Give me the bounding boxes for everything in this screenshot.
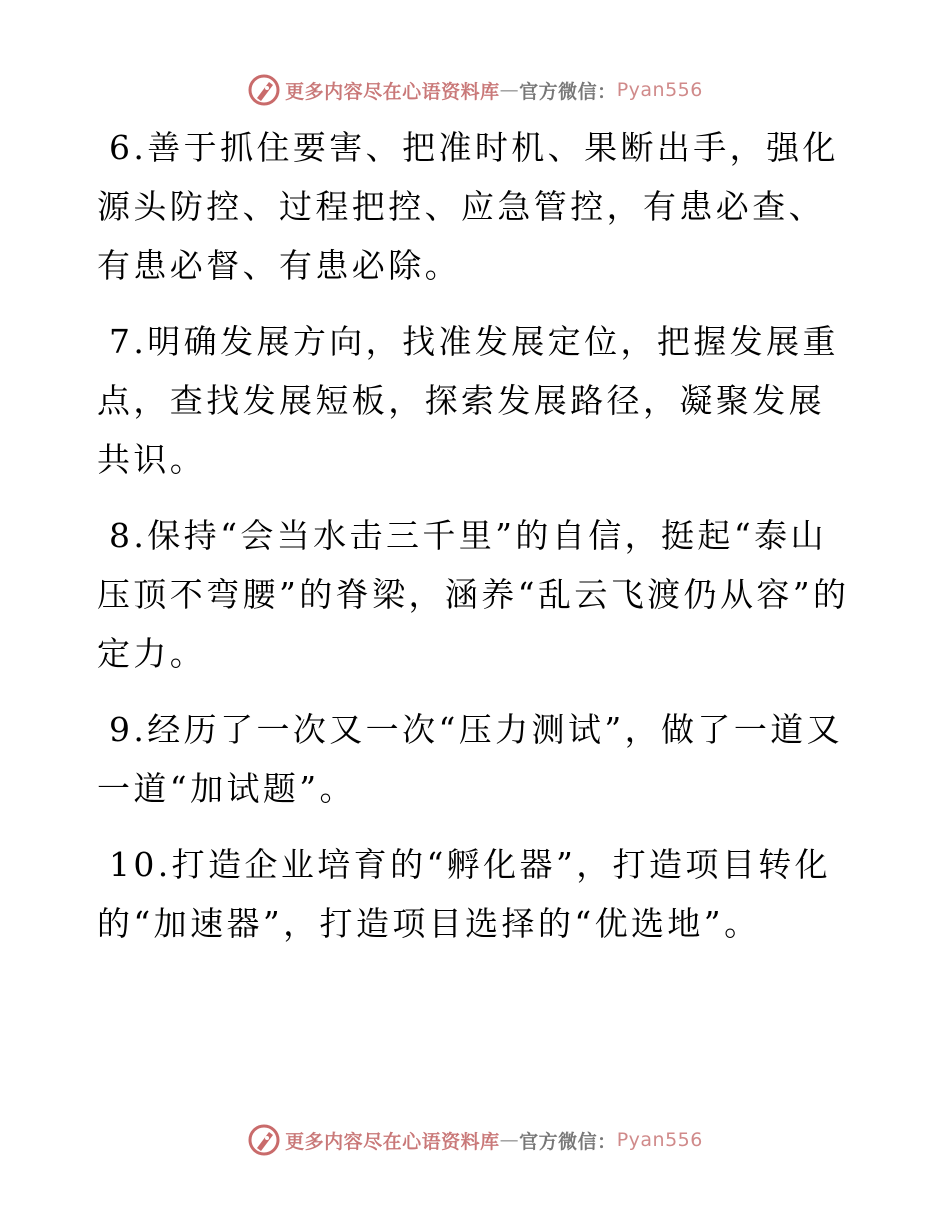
watermark-weixin-id: Pyan556 (616, 79, 703, 101)
watermark-main-text: 更多内容尽在心语资料库 (285, 1130, 500, 1153)
list-item-7: 7.明确发展方向，找准发展定位，把握发展重点，查找发展短板，探索发展路径，凝聚发展共识。 (97, 322, 839, 479)
watermark-weixin-label: 官方微信： (519, 80, 617, 103)
footer-watermark (0, 1120, 950, 1160)
document-body (97, 118, 857, 970)
pen-nib-circle-icon (247, 73, 281, 107)
list-item-9: 9.经历了一次又一次“压力测试”，做了一道又一道“加试题”。 (97, 710, 844, 808)
watermark-weixin-id: Pyan556 (616, 1129, 703, 1151)
watermark-main-text: 更多内容尽在心语资料库 (285, 80, 500, 103)
watermark-weixin-label: 官方微信： (519, 1130, 617, 1153)
pen-nib-circle-icon (247, 1123, 281, 1157)
watermark-separator: — (499, 1129, 520, 1151)
list-item-6: 6.善于抓住要害、把准时机、果断出手，强化源头防控、过程把控、应急管控，有患必查、有患必督、有患必除。 (97, 128, 839, 285)
list-item-8: 8.保持“会当水击三千里”的自信，挺起“泰山压顶不弯腰”的脊梁，涵养“乱云飞渡仍从容”的定力。 (97, 516, 850, 673)
header-watermark (0, 70, 950, 110)
list-item-10: 10.打造企业培育的“孵化器”，打造项目转化的“加速器”，打造项目选择的“优选地”。 (97, 845, 832, 943)
watermark-separator: — (499, 79, 520, 101)
